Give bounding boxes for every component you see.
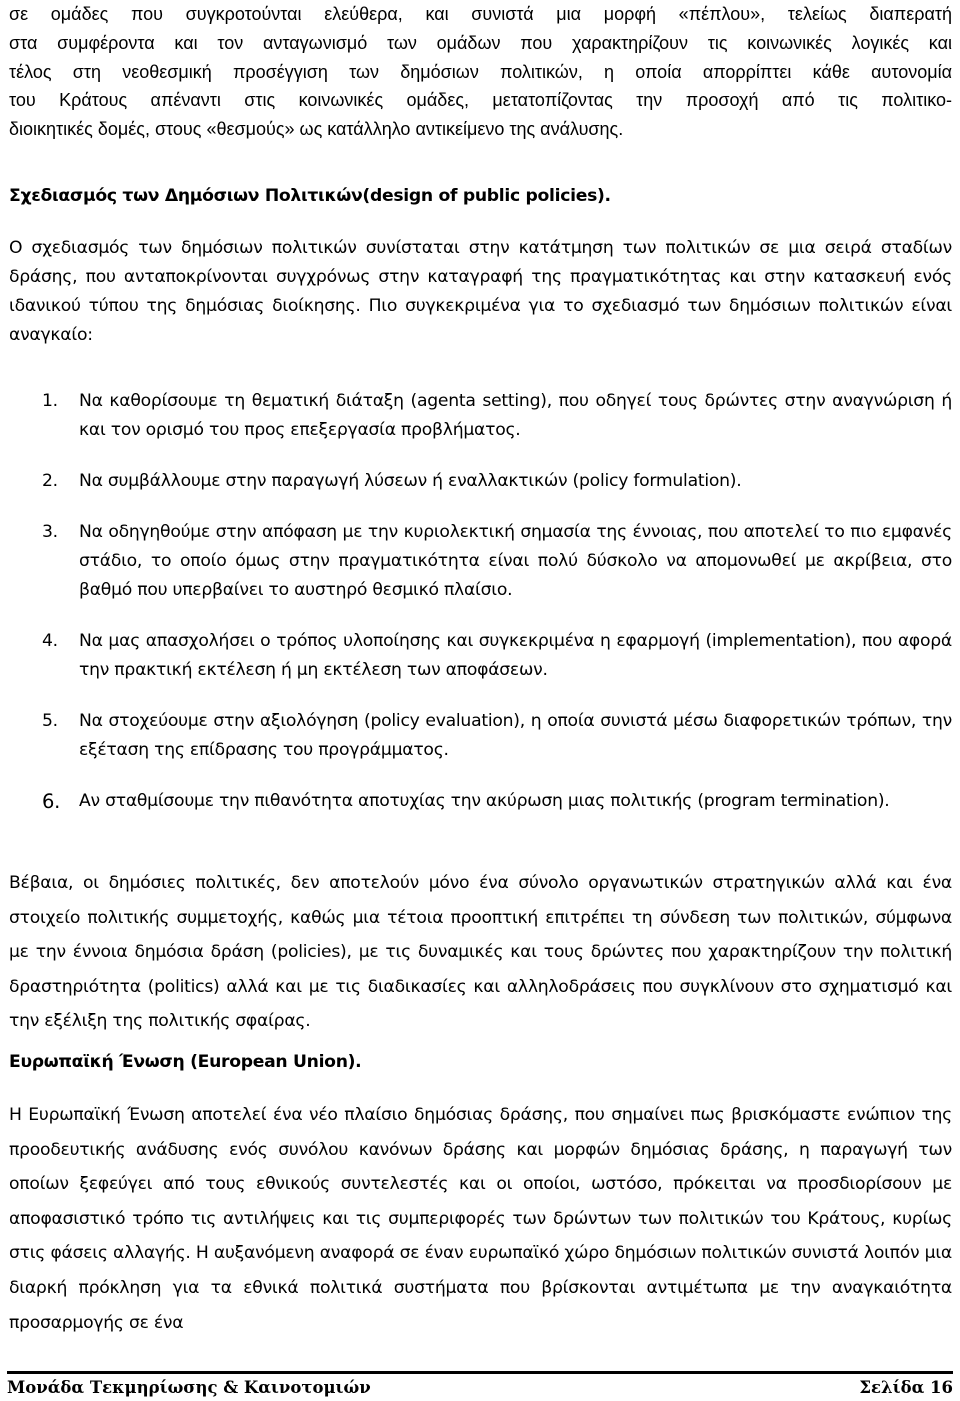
- page-footer: [7, 1371, 953, 1401]
- eu-paragraph: Η Ευρωπαϊκή Ένωση αποτελεί ένα νέο πλαίσιο δημόσιας δράσης, που σημαίνει πως βρισκόμαστε ενώπιον της προοδευτικής ανάδυσης ενός συνόλου κανόνων δράσης και μορφών δημόσιας δράσης, η παραγωγή των οποίων ξεφεύγει από τους εθνικούς συντελεστές και οι οποίοι, ωστόσο, πρόκειται να προσδιορίσουν με αποφασιστικό τρόπο τις αντιλήψεις και τις συμπεριφορές των δρώντων των πολιτικών του Κράτους, κυρίως στις φάσεις αλλαγής. Η αυξανόμενη αναφορά σε έναν ευρωπαϊκό χώρο δημόσιων πολιτικών συνιστά λοιπόν μια διαρκή πρόκληση για τα εθνικά πολιτικά συστήματα που βρίσκονται αντιμέτωπα με την αναγκαιότητα προσαρμογής σε ένα: [9, 1105, 952, 1333]
- list-item: [9, 707, 952, 765]
- list-item-number: 1.: [42, 391, 58, 411]
- intro-line: σε ομάδες που συγκροτούνται ελεύθερα, και συνιστά μια μορφή «πέπλου», τελείως διαπερατή: [9, 4, 952, 24]
- list-item-number: 4.: [42, 631, 58, 651]
- list-item-text: Να συμβάλλουμε στην παραγωγή λύσεων ή εναλλακτικών (policy formulation).: [79, 471, 742, 491]
- footer-unit-name: Μονάδα Τεκμηρίωσης & Καινοτομιών: [7, 1378, 371, 1397]
- intro-line: του Κράτους απέναντι στις κοινωνικές ομάδες, μετατοπίζοντας την προσοχή από τις πολιτικο-: [9, 90, 952, 111]
- list-item: [9, 518, 952, 605]
- list-item: [9, 467, 952, 496]
- intro-line: στα συμφέροντα και τον ανταγωνισμό των ομάδων που χαρακτηρίζουν τις κοινωνικές λογικές και: [9, 32, 952, 53]
- intro-line: διοικητικές δομές, στους «θεσμούς» ως κατάλληλο αντικείμενο της ανάλυσης.: [9, 119, 624, 140]
- list-item-number: 3.: [42, 522, 58, 542]
- footer-page-number: Σελίδα 16: [859, 1378, 953, 1397]
- section-heading-design: Σχεδιασμός των Δημόσιων Πολιτικών(design of public policies).: [9, 186, 611, 206]
- list-item-text: Να μας απασχολήσει ο τρόπος υλοποίησης και συγκεκριμένα η εφαρμογή (implementation), που αφορά την πρακτική εκτέλεση ή μη εκτέλεση των αποφάσεων.: [79, 631, 952, 680]
- list-item-number: 2.: [42, 471, 58, 491]
- politics-paragraph: Βέβαια, οι δημόσιες πολιτικές, δεν αποτελούν μόνο ένα σύνολο οργανωτικών στρατηγικών αλλά και ένα στοιχείο πολιτικής συμμετοχής, καθώς μια τέτοια προοπτική επιτρέπει τη σύνδεση των πολιτικών, σύμφωνα με την έννοια δημόσια δράση (policies), με τις δυναμικές και τους δρώντες που χαρακτηρίζουν την πολιτική δραστηριότητα (politics) αλλά και με τις διαδικασίες και αλληλοδράσεις που συγκλίνουν στο σχηματισμό και την εξέλιξη της πολιτικής σφαίρας.: [9, 873, 952, 1032]
- list-item-text: Να καθορίσουμε τη θεματική διάταξη (agenta setting), που οδηγεί τους δρώντες στην αναγνώριση ή και τον ορισμό του προς επεξεργασία προβλήματος.: [79, 391, 952, 440]
- list-item: [9, 787, 952, 816]
- intro-line: τέλος στη νεοθεσμική προσέγγιση των δημόσιων πολιτικών, η οποία απορρίπτει κάθε αυτονομία: [9, 61, 952, 82]
- list-item-text: Αν σταθμίσουμε την πιθανότητα αποτυχίας την ακύρωση μιας πολιτικής (program termination).: [79, 791, 890, 811]
- list-item: [9, 387, 952, 445]
- list-item-number: 6.: [42, 790, 61, 813]
- list-item: [9, 627, 952, 685]
- footer-bar: [7, 1374, 953, 1401]
- list-item-text: Να οδηγηθούμε στην απόφαση με την κυριολεκτική σημασία της έννοιας, που αποτελεί το πιο εμφανές στάδιο, το οποίο όμως στην πραγματικότητα είναι πολύ δύσκολο να απομονωθεί με ακρίβεια, στο βαθμό που υπερβαίνει το αυστηρό θεσμικό πλαίσιο.: [79, 522, 952, 600]
- list-item-number: 5.: [42, 711, 58, 731]
- design-paragraph: Ο σχεδιασμός των δημόσιων πολιτικών συνίσταται στην κατάτμηση των πολιτικών σε μια σειρά σταδίων δράσης, που ανταποκρίνονται συγχρόνως στην καταγραφή της πραγματικότητας και στην κατασκευή ενός ιδανικού τύπου της δημόσιας διοίκησης. Πιο συγκεκριμένα για το σχεδιασμό των δημόσιων πολιτικών είναι αναγκαίο:: [9, 238, 952, 345]
- intro-paragraph: [9, 0, 952, 144]
- section-heading-eu: Ευρωπαϊκή Ένωση (European Union).: [9, 1052, 362, 1072]
- list-item-text: Να στοχεύουμε στην αξιολόγηση (policy evaluation), η οποία συνιστά μέσω διαφορετικών τρόπων, την εξέταση της επίδρασης του προγράμματος.: [79, 711, 952, 760]
